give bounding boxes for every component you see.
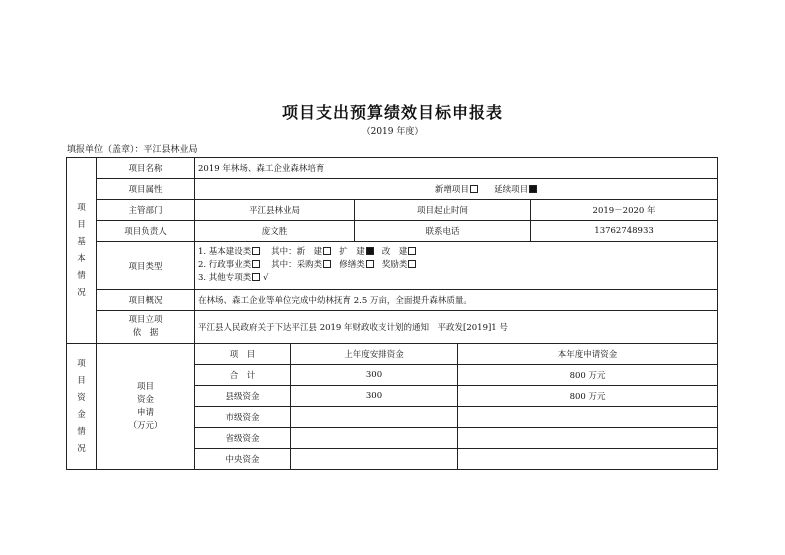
type-basic-construction: 1. 基本建设类 bbox=[198, 247, 252, 257]
type-reward-checkbox[interactable] bbox=[408, 260, 416, 268]
type-rebuild: 改 建 bbox=[381, 247, 408, 257]
funds-row-label: 市级资金 bbox=[195, 407, 291, 428]
dept-label: 主管部门 bbox=[97, 200, 195, 221]
type-other-checkbox[interactable] bbox=[252, 273, 260, 281]
type-other-checkmark: √ bbox=[263, 273, 269, 283]
attr-cont-checkbox[interactable] bbox=[529, 185, 537, 193]
type-admin-checkbox[interactable] bbox=[252, 260, 260, 268]
funds-row-label: 中央资金 bbox=[195, 449, 291, 470]
type-value bbox=[195, 242, 718, 290]
page-subtitle: （2019 年度） bbox=[361, 127, 424, 137]
dept-value: 平江县林业局 bbox=[195, 200, 355, 221]
period-value: 2019－2020 年 bbox=[531, 200, 718, 221]
type-expand: 扩 建 bbox=[339, 247, 365, 257]
type-admin: 2. 行政事业类 bbox=[198, 260, 252, 270]
funds-row-this bbox=[458, 449, 718, 470]
name-label: 项目名称 bbox=[97, 158, 195, 179]
type-basic-construction-checkbox[interactable] bbox=[252, 247, 260, 255]
type-repair: 修缮类 bbox=[339, 260, 365, 270]
funds-row-label: 省级资金 bbox=[195, 428, 291, 449]
funds-row-last: 300 bbox=[291, 386, 458, 407]
funds-row-label: 合 计 bbox=[195, 365, 291, 386]
type-repair-checkbox[interactable] bbox=[366, 260, 374, 268]
type-reward: 奖励类 bbox=[381, 260, 408, 270]
person-value: 庞文胜 bbox=[195, 221, 355, 242]
filling-unit: 填报单位（盖章）：平江县林业局 bbox=[67, 145, 198, 155]
attr-new-checkbox[interactable] bbox=[470, 185, 478, 193]
funds-row-last bbox=[291, 449, 458, 470]
phone-label: 联系电话 bbox=[355, 221, 531, 242]
overview-value: 在林场、森工企业等单位完成中幼林抚育 2.5 万亩，全面提升森林质量。 bbox=[195, 290, 718, 311]
overview-label: 项目概况 bbox=[97, 290, 195, 311]
funds-row-last bbox=[291, 428, 458, 449]
basic-section-label: 项目基本情况 bbox=[67, 158, 97, 344]
phone-value: 13762748933 bbox=[531, 221, 718, 242]
attr-cont-label: 延续项目 bbox=[494, 185, 529, 195]
attr-label: 项目属性 bbox=[97, 179, 195, 200]
basis-value: 平江县人民政府关于下达平江县 2019 年财政收支计划的通知 平政发[2019]1 号 bbox=[195, 311, 718, 344]
type-purchase: 其中：采购类 bbox=[271, 260, 323, 270]
type-label: 项目类型 bbox=[97, 242, 195, 290]
type-other: 3. 其他专项类 bbox=[198, 273, 252, 283]
funds-header-last: 上年度安排资金 bbox=[291, 344, 458, 365]
basis-label: 项目立项 依 据 bbox=[97, 311, 195, 344]
funds-row-this: 800 万元 bbox=[458, 365, 718, 386]
funds-row-last: 300 bbox=[291, 365, 458, 386]
funds-header-item: 项 目 bbox=[195, 344, 291, 365]
type-rebuild-checkbox[interactable] bbox=[408, 247, 416, 255]
type-purchase-checkbox[interactable] bbox=[323, 260, 331, 268]
funds-header-this: 本年度申请资金 bbox=[458, 344, 718, 365]
budget-form-table bbox=[66, 157, 718, 470]
page-title: 项目支出预算绩效目标申报表 bbox=[281, 103, 503, 122]
type-new-build-checkbox[interactable] bbox=[323, 247, 331, 255]
funds-row-this bbox=[458, 407, 718, 428]
funds-row-last bbox=[291, 407, 458, 428]
type-expand-checkbox[interactable] bbox=[366, 247, 374, 255]
type-new-build: 其中：新 建 bbox=[271, 247, 323, 257]
attr-new-label: 新增项目 bbox=[434, 185, 469, 195]
funds-row-this bbox=[458, 428, 718, 449]
funds-row-label: 县级资金 bbox=[195, 386, 291, 407]
period-label: 项目起止时间 bbox=[355, 200, 531, 221]
funds-apply-label: 项目 资金 申请 （万元） bbox=[97, 344, 195, 470]
funds-section-label: 项目资金情况 bbox=[67, 344, 97, 470]
attr-value bbox=[195, 179, 718, 200]
name-value: 2019 年林场、森工企业森林培育 bbox=[195, 158, 718, 179]
person-label: 项目负责人 bbox=[97, 221, 195, 242]
funds-row-this: 800 万元 bbox=[458, 386, 718, 407]
